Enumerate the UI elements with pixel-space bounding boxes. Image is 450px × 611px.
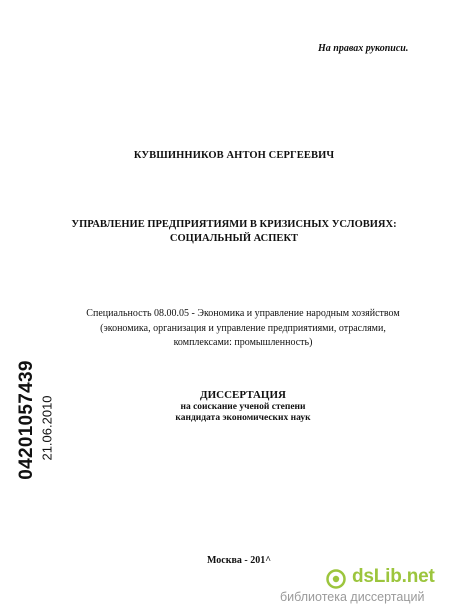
title-line-1: УПРАВЛЕНИЕ ПРЕДПРИЯТИЯМИ В КРИЗИСНЫХ УСЛОВИЯХ:	[71, 219, 397, 230]
library-stamp-date: 21.06.2010	[39, 395, 55, 461]
watermark-brand[interactable]	[352, 566, 435, 588]
watermark-subtitle: библиотека диссертаций	[280, 590, 425, 604]
degree-line-2: кандидата экономических наук	[175, 413, 311, 423]
rights-note: На правах рукописи.	[318, 43, 409, 54]
city-year: Москва - 201^	[206, 555, 272, 566]
specialty-block	[0, 307, 450, 351]
author-name: КУВШИННИКОВ АНТОН СЕРГЕЕВИЧ	[133, 150, 335, 161]
dissertation-degree-block	[0, 389, 450, 424]
degree-line-1: на соискание ученой степени	[180, 402, 306, 412]
watermark-brand-name: dsLib	[352, 566, 402, 587]
specialty-line-3: комплексами: промышленность)	[173, 337, 313, 348]
dissertation-title	[0, 218, 450, 246]
library-stamp-code: 04201057439	[16, 360, 37, 480]
dissertation-heading: ДИССЕРТАЦИЯ	[200, 389, 286, 401]
dslib-logo-icon	[326, 569, 346, 589]
watermark-brand-domain: .net	[401, 566, 435, 587]
specialty-line-1: Специальность 08.00.05 - Экономика и управление народным хозяйством	[86, 308, 400, 319]
title-line-2: СОЦИАЛЬНЫЙ АСПЕКТ	[169, 233, 299, 244]
specialty-line-2: (экономика, организация и управление предприятиями, отраслями,	[100, 322, 386, 334]
